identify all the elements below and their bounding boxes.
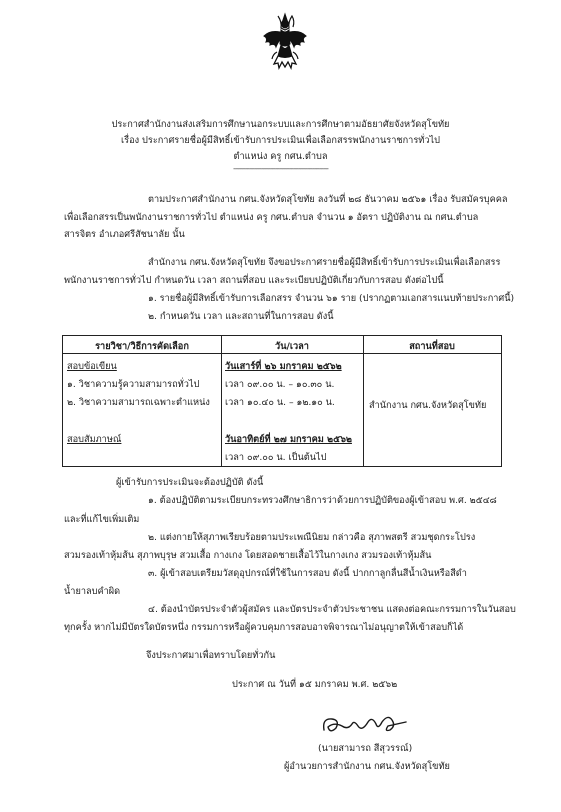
rule-4-line2: ทุกครั้ง หากไม่มีบัตรใดบัตรหนึ่ง กรรมการหรือผู้ควบคุมการสอบอาจพิจารณาไม่อนุญาตให้เข้าสอบก็ได้ [64,622,464,633]
signature-icon [318,710,410,740]
rule-3-line2: น้ำยาลบคำผิด [64,586,121,597]
exam-date-2: วันอาทิตย์ที่ ๒๗ มกราคม ๒๕๖๒ [225,434,352,445]
exam-schedule-table [62,335,502,467]
signer-title: ผู้อำนวยการสำนักงาน กศน.จังหวัดสุโขทัย [284,761,450,772]
rule-4-line1: ๔. ต้องนำบัตรประจำตัวผู้สมัคร และบัตรประจำตัวประชาชน แสดงต่อคณะกรรมการในวันสอบ [148,604,516,615]
exam-time-3: เวลา ๐๙.๐๐ น. เป็นต้นไป [225,452,327,463]
para2-line1: สำนักงาน กศน.จังหวัดสุโขทัย จึงขอประกาศรายชื่อผู้มีสิทธิ์เข้ารับการประเมินเพื่อเลือกสรร [148,257,501,268]
announcement-title: ประกาศสำนักงานส่งเสริมการศึกษานอกระบบและการศึกษาตามอัธยาศัยจังหวัดสุโขทัย [111,119,450,130]
exam-time-2: เวลา ๑๐.๔๐ น. – ๑๒.๑๐ น. [225,397,335,408]
rule-1-line2: และที่แก้ไขเพิ่มเติม [64,514,140,525]
exam-venue: สำนักงาน กศน.จังหวัดสุโขทัย [369,400,487,411]
para2-line2: พนักงานราชการทั่วไป กำหนดวัน เวลา สถานที่สอบ และระเบียบปฏิบัติเกี่ยวกับการสอบ ดังต่อไปนี้ [64,275,444,286]
subject-general: ๑. วิชาความรู้ความสามารถทั่วไป [67,379,200,390]
signer-name: (นายสามารถ สีสุวรรณ์) [318,743,413,754]
closing-statement: จึงประกาศมาเพื่อทราบโดยทั่วกัน [146,650,276,661]
para1-line1: ตามประกาศสำนักงาน กศน.จังหวัดสุโขทัย ลงวันที่ ๒๘ ธันวาคม ๒๕๖๑ เรื่อง รับสมัครบุคคล [148,194,508,205]
header-datetime: วัน/เวลา [275,341,309,352]
garuda-emblem-icon [262,12,308,70]
list-item-1: ๑. รายชื่อผู้มีสิทธิ์เข้ารับการเลือกสรร จำนวน ๖๑ ราย (ปรากฏตามเอกสารแนบท้ายประกาศนี้) [148,293,515,304]
rule-2-line1: ๒. แต่งกายให้สุภาพเรียบร้อยตามประเพณีนิยม กล่าวคือ สุภาพสตรี สวมชุดกระโปรง [148,532,476,543]
header-venue: สถานที่สอบ [409,341,455,352]
exam-time-1: เวลา ๐๙.๐๐ น. – ๑๐.๓๐ น. [225,379,335,390]
separator-line: ----------------------------------------- [233,163,328,174]
para1-line2: เพื่อเลือกสรรเป็นพนักงานราชการทั่วไป ตำแหน่ง ครู กศน.ตำบล จำนวน ๑ อัตรา ปฏิบัติงาน ณ กศน.ตำบล [64,212,479,223]
announcement-date: ประกาศ ณ วันที่ ๑๕ มกราคม พ.ศ. ๒๕๖๒ [232,679,398,690]
interview-label: สอบสัมภาษณ์ [67,434,122,445]
position-title: ตำแหน่ง ครู กศน.ตำบล [233,151,328,162]
exam-date-1: วันเสาร์ที่ ๒๖ มกราคม ๒๕๖๒ [225,361,342,372]
header-subject: รายวิชา/วิธีการคัดเลือก [95,341,189,352]
written-exam-label: สอบข้อเขียน [67,361,117,372]
rule-1-line1: ๑. ต้องปฏิบัติตามระเบียบกระทรวงศึกษาธิการว่าด้วยการปฏิบัติของผู้เข้าสอบ พ.ศ. ๒๕๔๘ [148,495,497,506]
list-item-2: ๒. กำหนดวัน เวลา และสถานที่ในการสอบ ดังนี้ [148,311,334,322]
rules-intro: ผู้เข้ารับการประเมินจะต้องปฏิบัติ ดังนี้ [116,477,264,488]
rule-2-line2: สวมรองเท้าหุ้มส้น สุภาพบุรุษ สวมเสื้อ กางเกง โดยสอดชายเสื้อไว้ในกางเกง สวมรองเท้าหุ้มส้น [64,550,432,561]
subject-specific: ๒. วิชาความสามารถเฉพาะตำแหน่ง [67,397,210,408]
announcement-subject: เรื่อง ประกาศรายชื่อผู้มีสิทธิ์เข้ารับการประเมินเพื่อเลือกสรรพนักงานราชการทั่วไป [121,135,440,146]
para1-line3: สารจิตร อำเภอศรีสัชนาลัย นั้น [64,229,185,240]
rule-3-line1: ๓. ผู้เข้าสอบเตรียมวัสดุอุปกรณ์ที่ใช้ในการสอบ ดังนี้ ปากกาลูกลื่นสีน้ำเงินหรือสีดำ [148,568,467,579]
